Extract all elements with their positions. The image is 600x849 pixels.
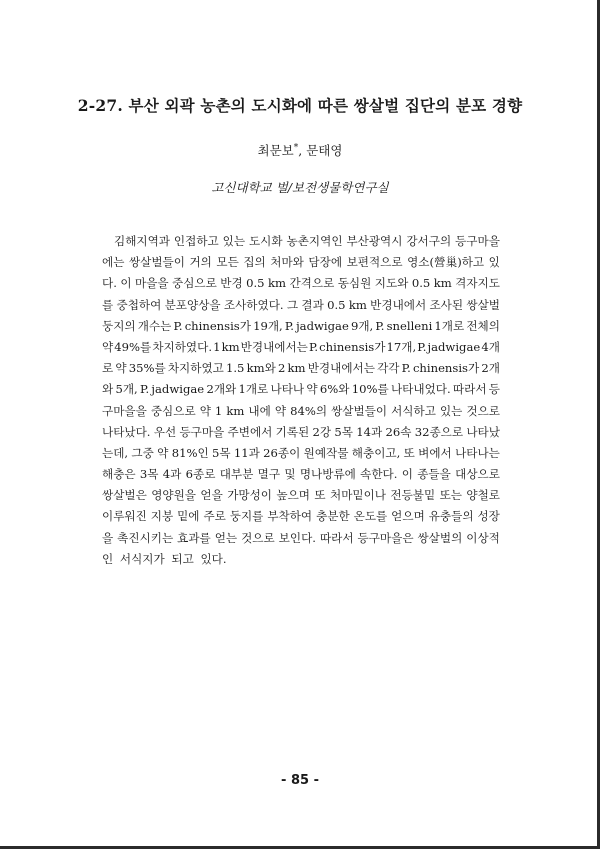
abstract-line: 구마을을 중심으로 약 1 km 내에 약 84%의 쌍살벌들이 서식하고 있는 것으로 [102, 403, 500, 418]
abstract-body [102, 231, 500, 570]
abstract-line: 쌍살벌은 영양원을 얻을 가망성이 높으며 또 처마밑이나 전등불밑 또는 양철로 [102, 488, 500, 503]
abstract-line: 을 촉진시키는 효과를 얻는 것으로 보인다. 따라서 등구마을은 쌍살벌의 이상적 [102, 530, 500, 545]
corresponding-author-mark: * [293, 142, 299, 153]
author-name-secondary: , 문태영 [298, 143, 343, 158]
abstract-line: 약 49%를 차지하였다. 1 km 반경내에서는 P. chinensis가 17개, P. jadwigae 4개 [102, 339, 500, 354]
abstract-line: 와 5개, P. jadwigae 2개와 1개로 나타나 약 6%와 10%를 나타내었다. 따라서 등 [102, 382, 500, 397]
page-number: - 85 - [281, 773, 319, 788]
paper-title: 2-27. 부산 외곽 농촌의 도시화에 따른 쌍살벌 집단의 분포 경향 [77, 96, 523, 115]
author-name-primary: 최문보 [257, 143, 294, 158]
abstract-line: 인 서식지가 되고 있다. [102, 551, 227, 566]
author-line [0, 141, 600, 159]
abstract-line: 에는 쌍살벌들이 거의 모든 집의 처마와 담장에 보편적으로 영소(營巢)하고 있 [102, 255, 500, 270]
abstract-line: 둥지의 개수는 P. chinensis가 19개, P. jadwigae 9개, P. snelleni 1개로 전체의 [102, 318, 500, 333]
abstract-line: 해충은 3목 4과 6종로 대부분 멸구 및 명나방류에 속한다. 이 종들을 대상으로 [102, 467, 500, 482]
abstract-line: 나타났다. 우선 등구마을 주변에서 기록된 2강 5목 14과 26속 32종으로 나타났 [102, 424, 500, 439]
abstract-line: 김해지역과 인접하고 있는 도시화 농촌지역인 부산광역시 강서구의 등구마을 [114, 234, 500, 248]
abstract-line: 를 중첩하여 분포양상을 조사하였다. 그 결과 0.5 km 반경내에서 조사된 쌍살벌 [102, 297, 500, 312]
abstract-line: 는데, 그중 약 81%인 5목 11과 26종이 원예작물 해충이고, 또 벼에서 나타나는 [102, 445, 500, 460]
abstract-line: 로 약 35%를 차지하였고 1.5 km와 2 km 반경내에서는 각각 P. chinensis가 2개 [102, 361, 500, 376]
affiliation: 고신대학교 벌/보전생물학연구실 [211, 180, 389, 195]
abstract-line: 이루워진 지붕 밑에 주로 둥지를 부착하여 충분한 온도를 얻으며 유충들의 성장 [102, 509, 500, 524]
abstract-line: 다. 이 마을을 중심으로 반경 0.5 km 간격으로 동심원 지도와 0.5 km 격자지도 [102, 276, 500, 291]
